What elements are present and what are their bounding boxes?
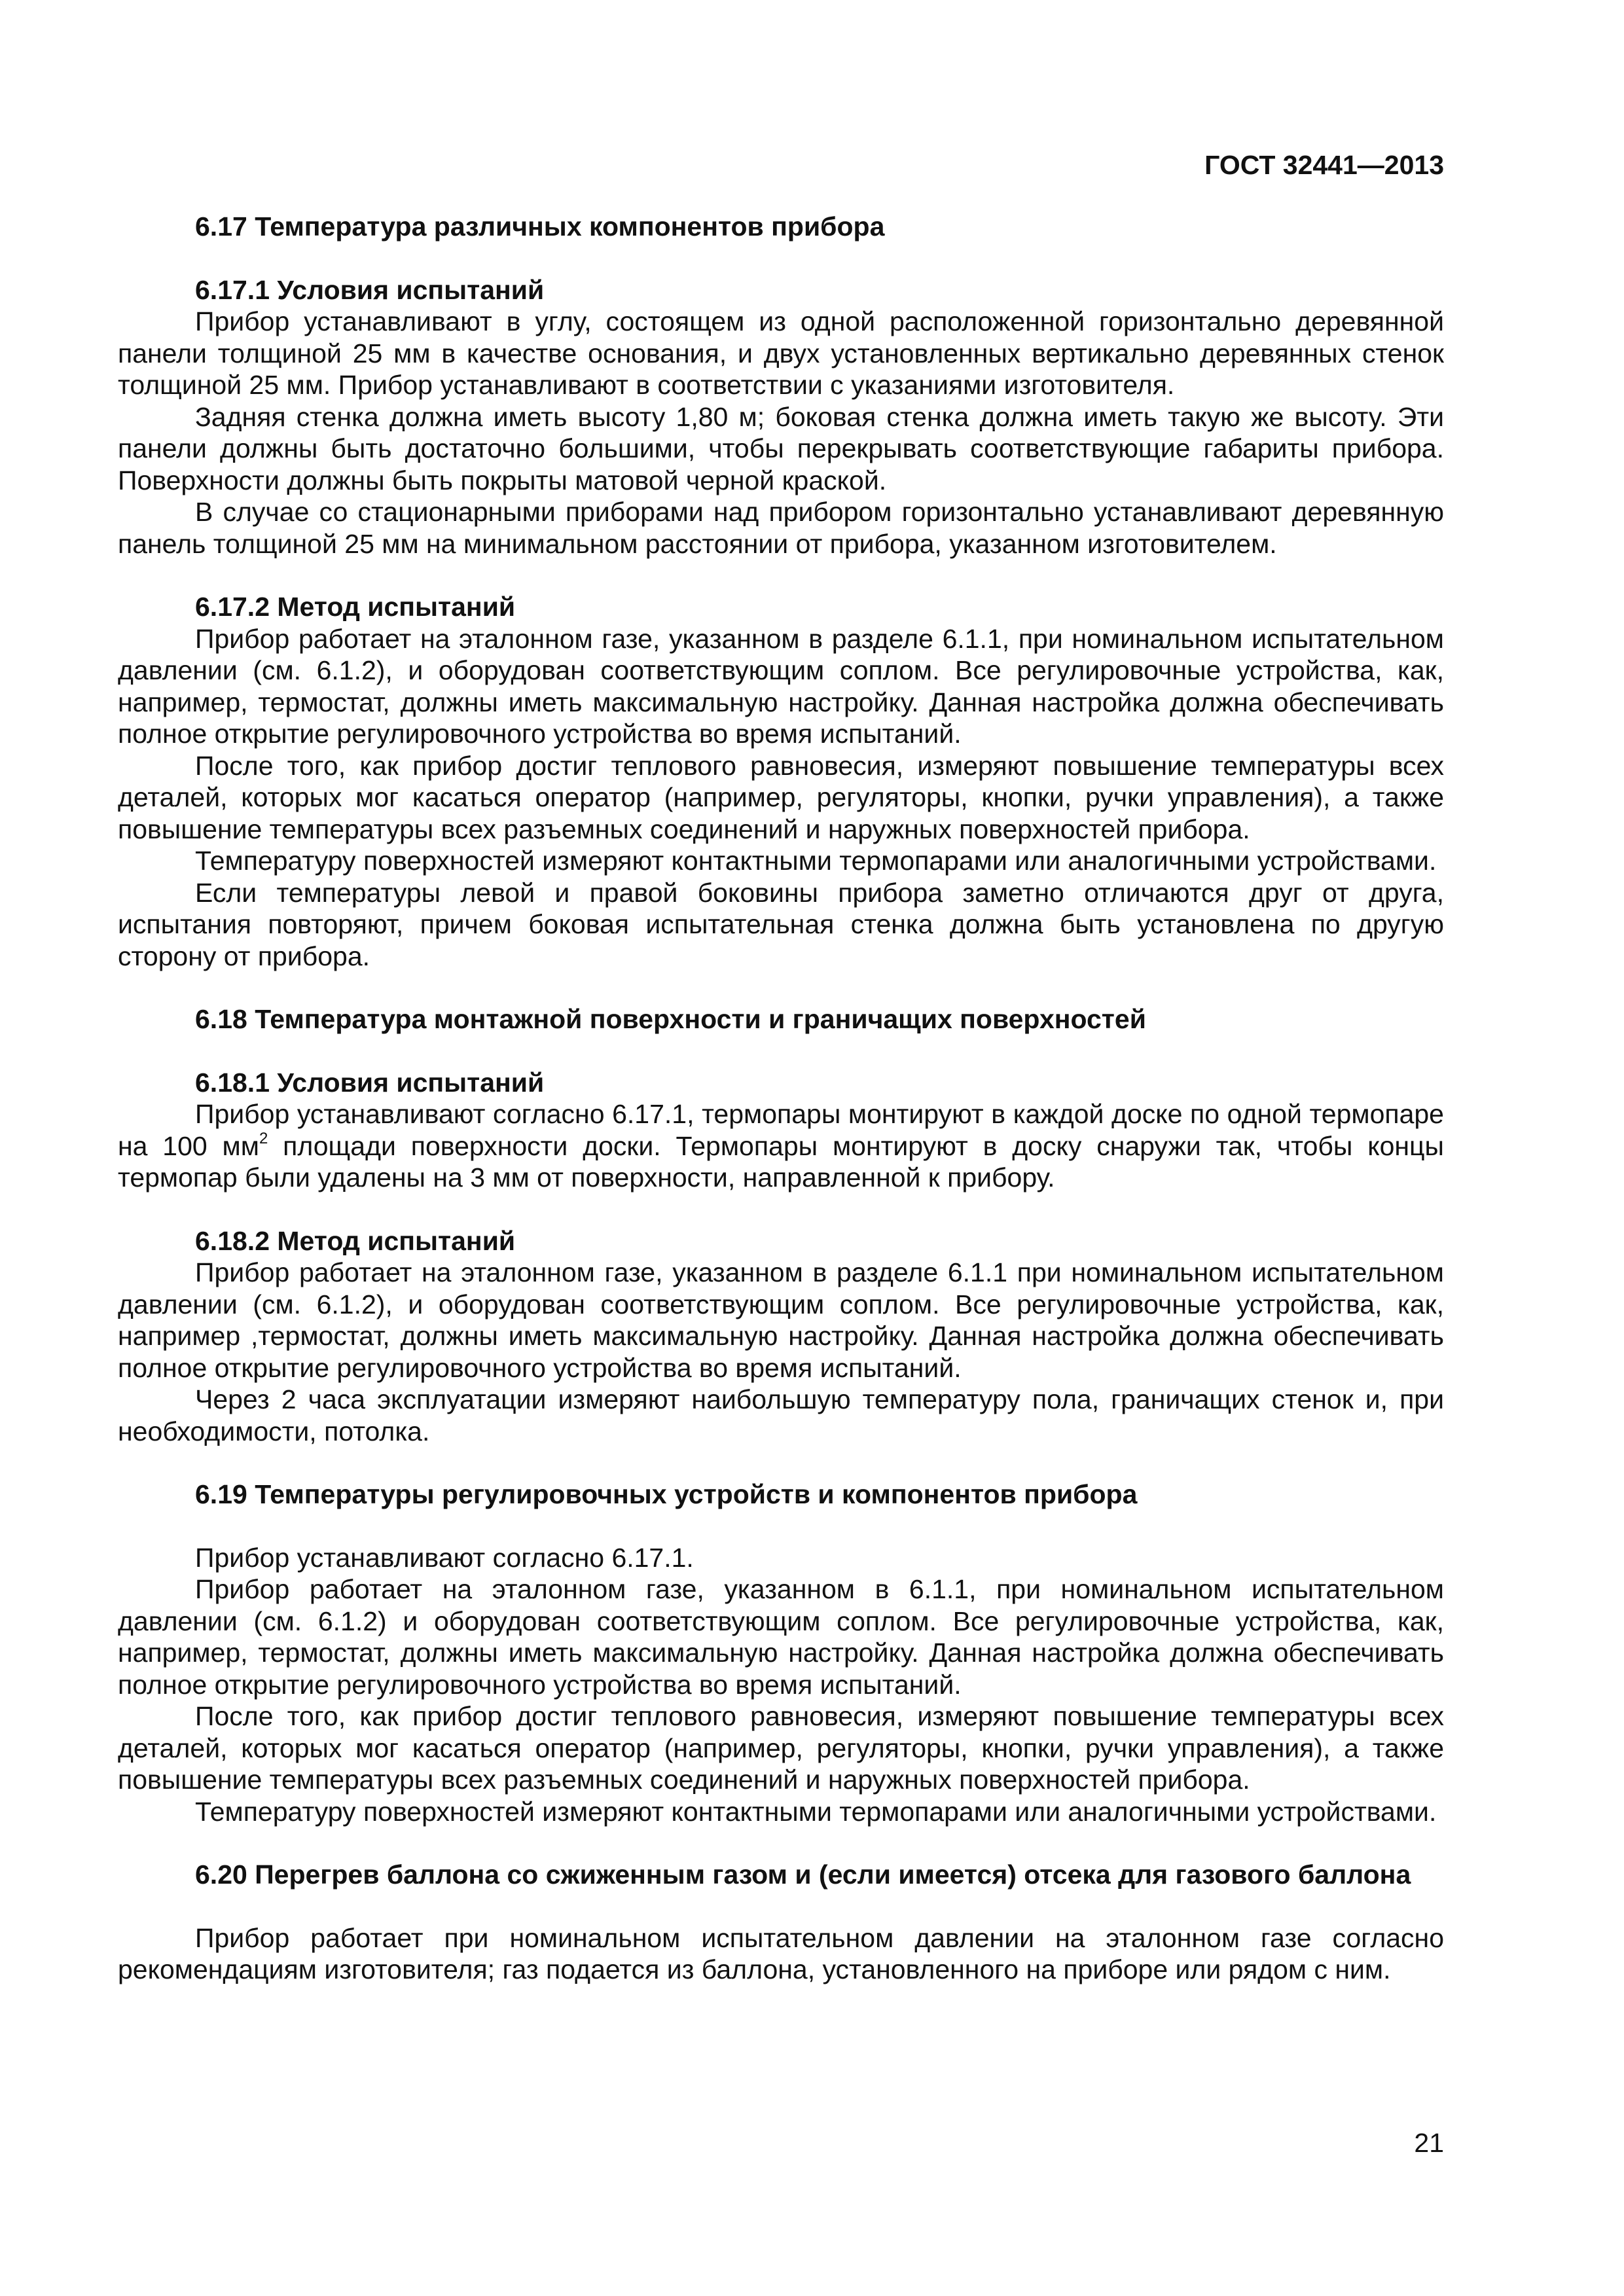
paragraph: Температуру поверхностей измеряют контактными термопарами или аналогичными устройствами.: [195, 846, 1437, 876]
paragraph: Прибор работает на эталонном газе, указанном в 6.1.1, при номинальном испытательном давлении (см. 6.1.2) и оборудован соответствующим соплом. Все регулировочные устройства, как, например, термостат, должны иметь максимальную настройку. Данная настройка должна обеспечивать полное открытие регулировочного устройства во время испытаний.: [118, 1574, 1444, 1700]
paragraph: В случае со стационарными приборами над прибором горизонтально устанавливают деревянную панель толщиной 25 мм на минимальном расстоянии от прибора, указанном изготовителем.: [118, 497, 1444, 559]
superscript: 2: [259, 1129, 268, 1147]
document-header: ГОСТ 32441—2013: [1204, 150, 1444, 180]
spacer: [118, 972, 1444, 1003]
subsection-6-17-1-title: 6.17.1 Условия испытаний: [195, 274, 545, 305]
paragraph: Через 2 часа эксплуатации измеряют наибольшую температуру пола, граничащих стенок и, при необходимости, потолка.: [118, 1384, 1444, 1446]
spacer: [118, 560, 1444, 591]
paragraph: Если температуры левой и правой боковины прибора заметно отличаются друг от друга, испытания повторяют, причем боковая испытательная стенка должна быть установлена по другую сторону от прибора.: [118, 877, 1444, 971]
paragraph: После того, как прибор достиг теплового равновесия, измеряют повышение температуры всех деталей, которых мог касаться оператор (например, регуляторы, кнопки, ручки управления), а также повышение температуры всех разъемных соединений и наружных поверхностей прибора.: [118, 1701, 1444, 1795]
spacer: [118, 1447, 1444, 1479]
paragraph: Прибор устанавливают в углу, состоящем из одной расположенной горизонтально деревянной панели толщиной 25 мм в качестве основания, и двух установленных вертикально деревянных стенок толщиной 25 мм. Прибор устанавливают в соответствии с указаниями изготовителя.: [118, 306, 1444, 400]
paragraph: Температуру поверхностей измеряют контактными термопарами или аналогичными устройствами.: [195, 1796, 1437, 1827]
section-6-20-title: 6.20 Перегрев баллона со сжиженным газом и (если имеется) отсека для газового баллона: [195, 1859, 1411, 1890]
subsection-6-18-1-title: 6.18.1 Условия испытаний: [195, 1067, 545, 1098]
subsection-6-18-2-title: 6.18.2 Метод испытаний: [195, 1225, 516, 1256]
paragraph: Прибор работает на эталонном газе, указанном в разделе 6.1.1 при номинальном испытательном давлении (см. 6.1.2), и оборудован соответствующим соплом. Все регулировочные устройства, как, например ,термостат, должны иметь максимальную настройку. Данная настройка должна обеспечивать полное открытие регулировочного устройства во время испытаний.: [118, 1257, 1444, 1383]
document-body: [118, 211, 1444, 1986]
paragraph-text: Прибор устанавливают согласно 6.17.1, термопары монтируют в каждой доске по одной термопаре на 100 мм: [118, 1099, 1444, 1161]
subsection-6-17-2-title: 6.17.2 Метод испытаний: [195, 592, 516, 622]
section-6-19-title: 6.19 Температуры регулировочных устройств и компонентов прибора: [195, 1479, 1138, 1509]
paragraph: Прибор работает на эталонном газе, указанном в разделе 6.1.1, при номинальном испытательном давлении (см. 6.1.2), и оборудован соответствующим соплом. Все регулировочные устройства, как, например, термостат, должны иметь максимальную настройку. Данная настройка должна обеспечивать полное открытие регулировочного устройства во время испытаний.: [118, 623, 1444, 749]
paragraph: Задняя стенка должна иметь высоту 1,80 м; боковая стенка должна иметь такую же высоту. Эти панели должны быть достаточно большими, чтобы перекрывать соответствующие габариты прибора. Поверхности должны быть покрыты матовой черной краской.: [118, 401, 1444, 495]
section-6-18-title: 6.18 Температура монтажной поверхности и граничащих поверхностей: [195, 1004, 1146, 1034]
spacer: [118, 1194, 1444, 1225]
paragraph: После того, как прибор достиг теплового равновесия, измеряют повышение температуры всех деталей, которых мог касаться оператор (например, регуляторы, кнопки, ручки управления), а также повышение температуры всех разъемных соединений и наружных поверхностей прибора.: [118, 750, 1444, 844]
paragraph: [118, 1098, 1444, 1194]
paragraph: Прибор работает при номинальном испытательном давлении на эталонном газе согласно рекомендациям изготовителя; газ подается из баллона, установленного на приборе или рядом с ним.: [118, 1922, 1444, 1984]
section-6-17-title: 6.17 Температура различных компонентов прибора: [195, 211, 885, 242]
spacer: [118, 1827, 1444, 1859]
paragraph-text: площади поверхности доски. Термопары монтируют в доску снаружи так, чтобы концы термопар были удалены на 3 мм от поверхности, направленной к прибору.: [118, 1130, 1444, 1193]
paragraph: Прибор устанавливают согласно 6.17.1.: [195, 1542, 694, 1573]
page-number: 21: [1414, 2128, 1444, 2158]
